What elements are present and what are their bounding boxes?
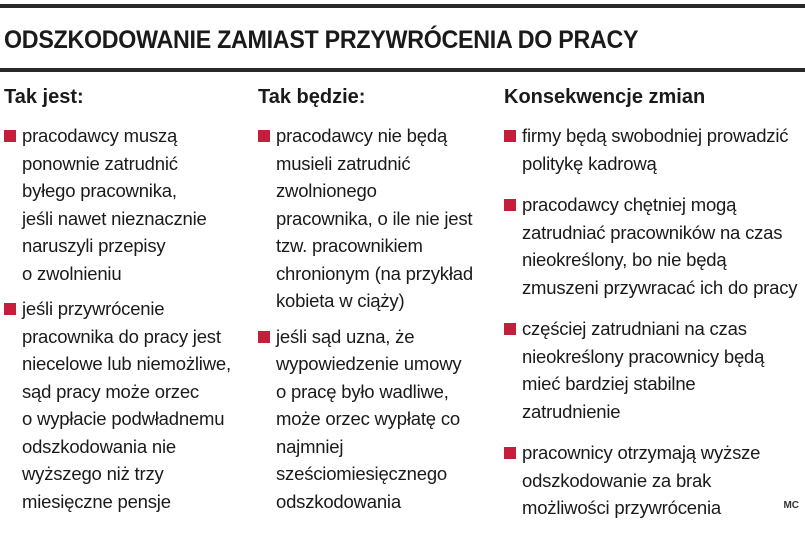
text-line: zatrudniać pracowników na czas [522, 221, 783, 243]
text-line: jeśli nawet nieznacznie [22, 207, 207, 229]
column-title: Konsekwencje zmian [504, 86, 706, 108]
text-line: firmy będą swobodniej prowadzić [522, 125, 789, 146]
text-line: o wypłacie podwładnemu [22, 408, 225, 429]
bullet-list [504, 122, 804, 522]
text-line: nieokreślony, bo nie będą [522, 249, 727, 270]
text-line: pracodawcy muszą [22, 125, 178, 146]
item-text [522, 315, 804, 425]
text-line: możliwości przywrócenia [522, 497, 721, 518]
author-credit: MC [783, 500, 799, 511]
list-item [4, 295, 244, 515]
item-text [522, 122, 804, 177]
text-line: miesięczne pensje [22, 490, 171, 512]
header-rule [0, 68, 805, 72]
list-item [504, 315, 804, 425]
text-line: jeśli przywrócenie [22, 298, 165, 319]
column-title: Tak będzie: [258, 86, 366, 108]
bullet-list [258, 122, 494, 515]
square-bullet-icon [258, 331, 270, 343]
list-item [504, 122, 804, 177]
text-line: sąd pracy może orzec [22, 380, 199, 402]
text-line: częściej zatrudniani na czas [522, 318, 747, 339]
square-bullet-icon [504, 323, 516, 335]
square-bullet-icon [258, 130, 270, 142]
text-line: odszkodowania [276, 490, 401, 512]
square-bullet-icon [4, 130, 16, 142]
column-konsekwencje-zmian [504, 84, 804, 536]
text-line: pracodawcy chętniej mogą [522, 194, 737, 215]
text-line: zwolnionego [276, 180, 377, 201]
list-item [4, 122, 244, 287]
text-line: kobieta w ciąży) [276, 290, 405, 311]
text-line: zmuszeni przywracać ich do pracy [522, 276, 798, 298]
text-line: najmniej [276, 435, 344, 457]
list-item [258, 122, 494, 315]
text-line: tzw. pracownikiem [276, 235, 423, 256]
text-line: sześciomiesięcznego [276, 463, 448, 484]
text-line: o zwolnieniu [22, 262, 122, 284]
column-tak-bedzie [258, 84, 494, 523]
text-line: chronionym (na przykład [276, 262, 473, 284]
item-text [522, 191, 804, 301]
text-line: odszkodowania nie [22, 435, 176, 457]
text-line: mieć bardziej stabilne [522, 373, 696, 394]
text-line: pracownika do pracy jest [22, 325, 221, 347]
list-item [258, 323, 494, 516]
headline: ODSZKODOWANIE ZAMIAST PRZYWRÓCENIA DO PRACY [4, 26, 639, 54]
text-line: politykę kadrową [522, 152, 657, 174]
text-line: pracownika, o ile nie jest [276, 207, 473, 229]
list-item [504, 191, 804, 301]
column-title: Tak jest: [4, 86, 84, 108]
item-text [22, 122, 244, 287]
text-line: ponownie zatrudnić [22, 152, 178, 174]
text-line: o pracę było wadliwe, [276, 380, 449, 402]
text-line: odszkodowanie za brak [522, 469, 712, 491]
square-bullet-icon [504, 447, 516, 459]
text-line: byłego pracownika, [22, 180, 177, 201]
item-text [276, 323, 494, 516]
top-rule [0, 4, 805, 8]
text-line: może orzec wypłatę co [276, 408, 460, 429]
text-line: pracodawcy nie będą [276, 125, 448, 146]
text-line: naruszyli przepisy [22, 235, 166, 256]
list-item [504, 439, 804, 522]
square-bullet-icon [4, 303, 16, 315]
text-line: musieli zatrudnić [276, 152, 411, 174]
item-text [522, 439, 804, 522]
text-line: zatrudnienie [522, 400, 621, 422]
item-text [22, 295, 244, 515]
square-bullet-icon [504, 199, 516, 211]
item-text [276, 122, 494, 315]
column-tak-jest [4, 84, 244, 523]
bullet-list [4, 122, 244, 515]
square-bullet-icon [504, 130, 516, 142]
text-line: niecelowe lub niemożliwe, [22, 353, 231, 374]
text-line: nieokreślony pracownicy będą [522, 345, 765, 367]
text-line: wyższego niż trzy [22, 463, 164, 484]
text-line: jeśli sąd uzna, że [276, 325, 415, 347]
text-line: wypowiedzenie umowy [276, 353, 462, 374]
text-line: pracownicy otrzymają wyższe [522, 442, 761, 463]
